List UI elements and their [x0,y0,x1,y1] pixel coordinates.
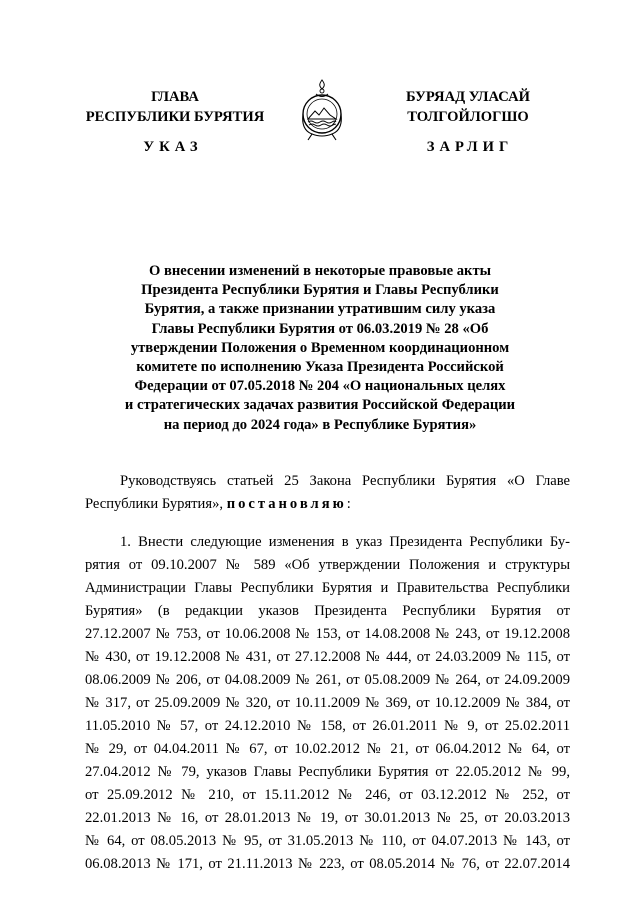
body-line: рятия от 09.10.2007 № 589 «Об утверждении Положения и структуры [85,557,570,573]
title-line: и стратегических задачах развития Российской Федерации [124,397,516,414]
body-line: Администрации Главы Республики Бурятия и Правительства Республики [85,580,570,596]
preamble-text: Республики Бурятия», [85,496,224,512]
resolution-word: постановляю [226,496,347,512]
header-left-line-1: ГЛАВА [151,89,199,105]
body-line: от 25.09.2012 № 210, от 15.11.2012 № 246, от 03.12.2012 № 252, от [85,787,570,803]
body-line: № 317, от 25.09.2009 № 320, от 10.11.2009 № 369, от 10.12.2009 № 384, от [85,695,570,711]
coat-of-arms-icon [296,78,348,142]
header-right-line-2: ТОЛГОЙЛОГШО [407,109,529,125]
body-line: 11.05.2010 № 57, от 24.12.2010 № 158, от 26.01.2011 № 9, от 25.02.2011 [85,718,570,734]
body-line: № 29, от 04.04.2011 № 67, от 10.02.2012 № 21, от 06.04.2012 № 64, от [85,741,570,757]
title-line: комитете по исполнению Указа Президента Российской [136,359,504,376]
body-line: № 430, от 19.12.2008 № 431, от 27.12.2008 № 444, от 24.03.2009 № 115, от [85,649,570,665]
header-right-block [388,87,548,127]
body-line: Бурятия» (в редакции указов Президента Республики Бурятия от [85,603,570,619]
preamble-line-1: Руководствуясь статьей 25 Закона Республики Бурятия «О Главе [120,473,570,489]
header-left-block [75,87,275,127]
title-line: Главы Республики Бурятия от 06.03.2019 № 28 «Об [151,320,489,337]
body-line: 1. Внести следующие изменения в указ Президента Республики Бу- [120,534,570,550]
title-line: Федерации от 07.05.2018 № 204 «О национальных целях [134,378,506,395]
title-line: О внесении изменений в некоторые правовые акты [148,263,492,279]
preamble-line-2 [85,494,570,514]
body-line: 06.08.2013 № 171, от 21.11.2013 № 223, от 08.05.2014 № 76, от 22.07.2014 [85,856,570,872]
title-line: Бурятия, а также признании утратившим силу указа [144,301,496,318]
title-line: утверждении Положения о Временном координационном [130,339,510,356]
header-right-line-1: БУРЯАД УЛАСАЙ [406,89,530,105]
body-line: № 64, от 08.05.2013 № 95, от 31.05.2013 № 110, от 04.07.2013 № 143, от [85,833,570,849]
preamble-colon: : [346,496,351,512]
header-left-line-2: РЕСПУБЛИКИ БУРЯТИЯ [85,109,265,125]
body-line: 08.06.2009 № 206, от 04.08.2009 № 261, от 05.08.2009 № 264, от 24.09.2009 [85,672,570,688]
doc-type-left: УКАЗ [143,139,203,155]
body-line: 22.01.2013 № 16, от 28.01.2013 № 19, от 30.01.2013 № 25, от 20.03.2013 [85,810,570,826]
title-line: Президента Республики Бурятия и Главы Республики [141,282,499,299]
doc-type-right: ЗАРЛИГ [426,139,514,155]
body-line: 27.04.2012 № 79, указов Главы Республики Бурятия от 22.05.2012 № 99, [85,764,570,780]
title-line: на период до 2024 года» в Республике Бурятия» [163,416,477,433]
document-title [85,262,555,435]
body-line: 27.12.2007 № 753, от 10.06.2008 № 153, от 14.08.2008 № 243, от 19.12.2008 [85,626,570,642]
